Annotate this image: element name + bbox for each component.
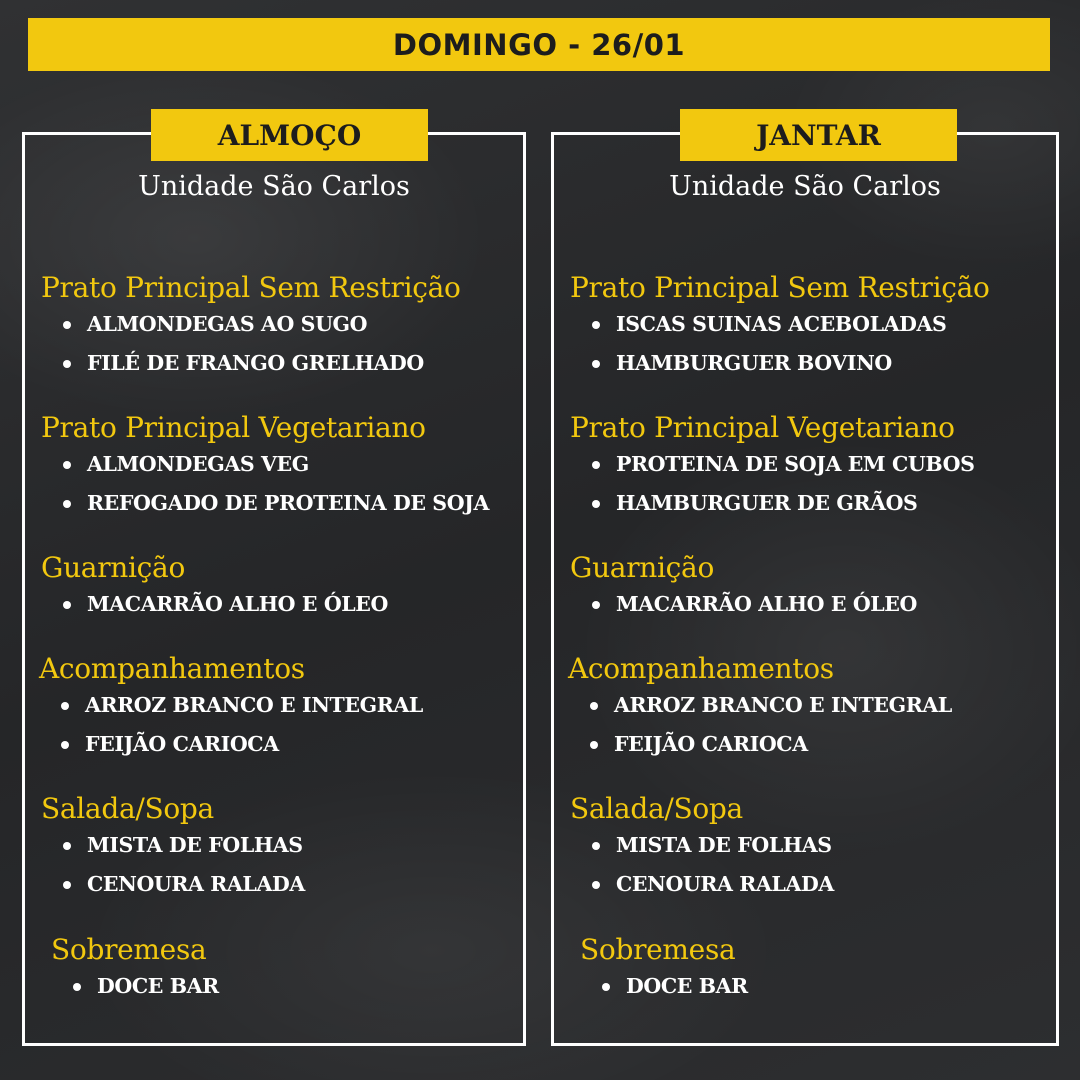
bullet-icon (592, 461, 600, 469)
dinner-tab (680, 109, 957, 161)
list-item: CENOURA RALADA (570, 865, 834, 904)
dinner-panel (551, 118, 1059, 1046)
dinner-section-salad-soup (570, 792, 834, 904)
section-heading: Guarnição (570, 551, 714, 584)
bullet-icon (590, 741, 598, 749)
dinner-section-accompaniments (568, 652, 952, 764)
lunch-tab-label: ALMOÇO (217, 118, 362, 152)
list-item: REFOGADO DE PROTEINA DE SOJA (41, 484, 489, 523)
section-heading: Sobremesa (580, 933, 736, 966)
section-heading: Salada/Sopa (41, 792, 214, 825)
lunch-section-salad-soup (41, 792, 305, 904)
dinner-unit-name: Unidade São Carlos (669, 171, 941, 202)
section-heading: Acompanhamentos (39, 652, 305, 685)
lunch-section-accompaniments (39, 652, 423, 764)
bullet-icon (63, 500, 71, 508)
section-heading: Salada/Sopa (570, 792, 743, 825)
lunch-section-main-dish (41, 271, 461, 383)
list-item: ARROZ BRANCO E INTEGRAL (568, 686, 952, 725)
lunch-unit-name: Unidade São Carlos (138, 171, 410, 202)
bullet-icon (592, 881, 600, 889)
section-heading: Sobremesa (51, 933, 207, 966)
list-item: CENOURA RALADA (41, 865, 305, 904)
bullet-icon (590, 702, 598, 710)
list-item: FEIJÃO CARIOCA (568, 725, 952, 764)
list-item: HAMBURGUER DE GRÃOS (570, 484, 975, 523)
bullet-icon (592, 500, 600, 508)
bullet-icon (73, 983, 81, 991)
lunch-section-dessert (51, 933, 219, 1006)
dinner-section-dessert (580, 933, 748, 1006)
section-heading: Prato Principal Vegetariano (41, 411, 426, 444)
page-title: DOMINGO - 26/01 (392, 27, 686, 62)
list-item: ALMONDEGAS AO SUGO (41, 305, 461, 344)
bullet-icon (61, 702, 69, 710)
section-heading: Acompanhamentos (568, 652, 834, 685)
section-heading: Guarnição (41, 551, 185, 584)
lunch-panel (22, 118, 526, 1046)
lunch-section-vegetarian (41, 411, 489, 523)
bullet-icon (592, 601, 600, 609)
section-heading: Prato Principal Vegetariano (570, 411, 955, 444)
list-item: FEIJÃO CARIOCA (39, 725, 423, 764)
bullet-icon (63, 601, 71, 609)
bullet-icon (63, 881, 71, 889)
bullet-icon (63, 461, 71, 469)
dinner-section-side-dish (570, 551, 917, 624)
list-item: DOCE BAR (51, 967, 219, 1006)
list-item: ISCAS SUINAS ACEBOLADAS (570, 305, 990, 344)
list-item: MACARRÃO ALHO E ÓLEO (570, 585, 917, 624)
list-item: HAMBURGUER BOVINO (570, 344, 990, 383)
dinner-section-main-dish (570, 271, 990, 383)
list-item: ARROZ BRANCO E INTEGRAL (39, 686, 423, 725)
bullet-icon (61, 741, 69, 749)
lunch-section-side-dish (41, 551, 388, 624)
list-item: ALMONDEGAS VEG (41, 445, 489, 484)
list-item: MISTA DE FOLHAS (570, 826, 834, 865)
dinner-section-vegetarian (570, 411, 975, 523)
list-item: DOCE BAR (580, 967, 748, 1006)
list-item: MACARRÃO ALHO E ÓLEO (41, 585, 388, 624)
list-item: MISTA DE FOLHAS (41, 826, 305, 865)
list-item: PROTEINA DE SOJA EM CUBOS (570, 445, 975, 484)
list-item: FILÉ DE FRANGO GRELHADO (41, 344, 461, 383)
bullet-icon (63, 842, 71, 850)
section-heading: Prato Principal Sem Restrição (570, 271, 990, 304)
bullet-icon (63, 360, 71, 368)
bullet-icon (592, 321, 600, 329)
bullet-icon (592, 360, 600, 368)
section-heading: Prato Principal Sem Restrição (41, 271, 461, 304)
bullet-icon (592, 842, 600, 850)
lunch-tab (151, 109, 428, 161)
bullet-icon (602, 983, 610, 991)
dinner-tab-label: JANTAR (756, 118, 881, 152)
bullet-icon (63, 321, 71, 329)
date-banner (28, 18, 1050, 71)
